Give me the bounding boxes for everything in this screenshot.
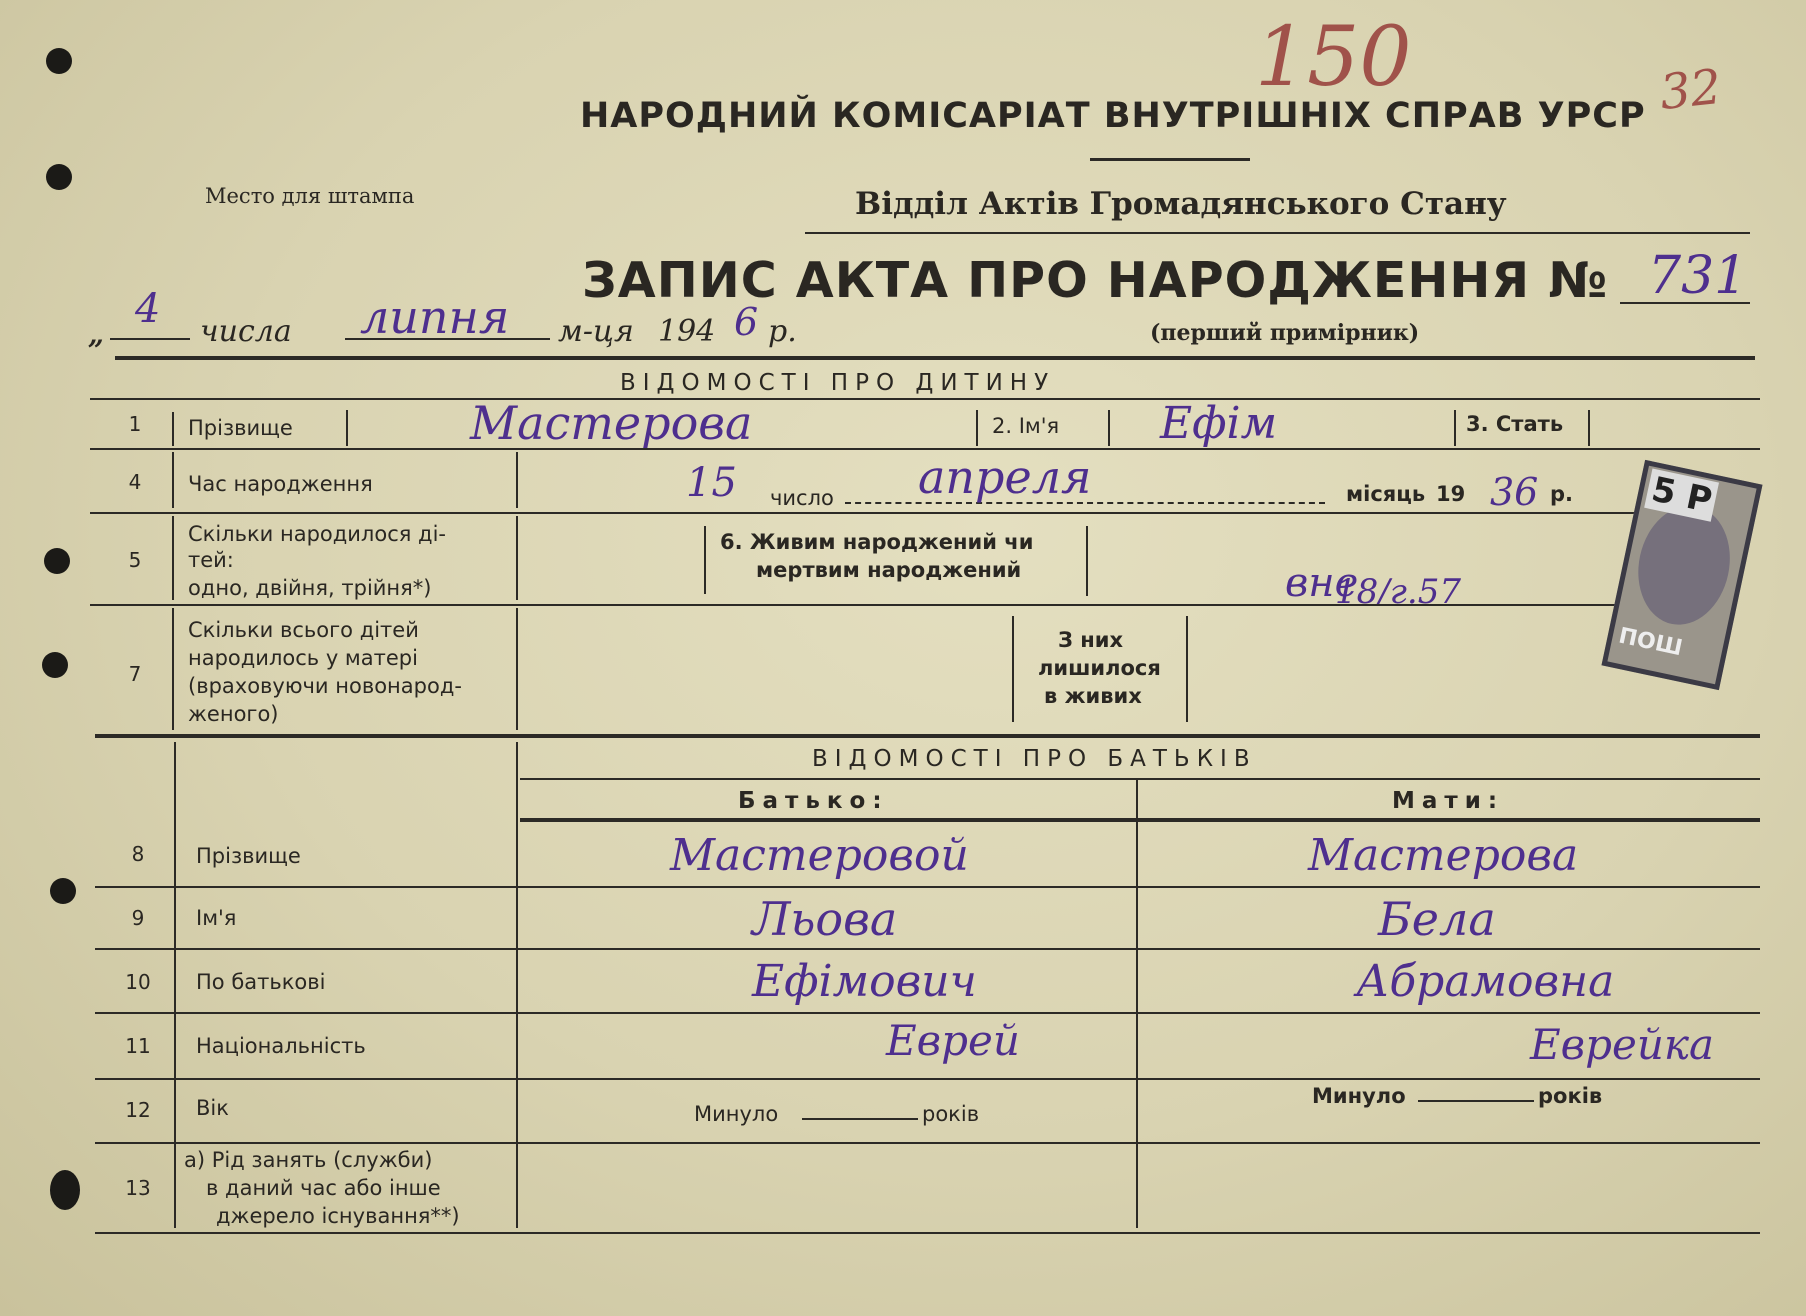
- mother-nationality-value: Еврейка: [1530, 1020, 1715, 1069]
- row12-rule: [95, 1142, 1760, 1144]
- alive-cell-divider: [704, 526, 706, 594]
- stamp-place-label: Место для штампа: [205, 184, 415, 208]
- father-age-prefix: Минуло: [694, 1102, 779, 1126]
- row4-rule: [90, 512, 1670, 514]
- parent-row-label: Прізвище: [196, 844, 301, 868]
- note-line-2: 18/г.57: [1335, 572, 1461, 612]
- binder-hole-2: [46, 164, 72, 190]
- alive-value-divider: [1086, 526, 1088, 596]
- parent-row-number: 10: [125, 970, 151, 994]
- father-header: Батько:: [738, 788, 889, 814]
- count-value-divider: [516, 516, 518, 600]
- count-row-divider: [172, 516, 174, 600]
- date-rule: [115, 356, 1755, 360]
- age-row-number: 12: [125, 1098, 151, 1122]
- survived-label-3: в живих: [1044, 684, 1142, 708]
- count-label-1: Скільки народилося ді-: [188, 522, 446, 546]
- name-cell-divider: [976, 410, 978, 446]
- birth-month-value: апреля: [918, 450, 1092, 504]
- count-label-2: тей:: [188, 548, 234, 572]
- count-row-number: 5: [128, 548, 142, 572]
- stamp-word: ПОШ: [1616, 623, 1685, 662]
- mother-patronymic-value: Абрамовна: [1356, 956, 1615, 1007]
- survived-label-1: З них: [1058, 628, 1123, 652]
- date-day-word: числа: [200, 314, 292, 349]
- total-row-divider: [172, 608, 174, 730]
- father-nationality-value: Еврей: [886, 1016, 1020, 1065]
- binder-hole-1: [46, 48, 72, 74]
- stamp-value: 5 Р: [1644, 469, 1719, 522]
- date-year-suffix: р.: [768, 314, 797, 349]
- copy-note: (перший примірник): [1150, 320, 1420, 346]
- ministry-title: НАРОДНИЙ КОМІСАРІАТ ВНУТРІШНІХ СПРАВ УРСР: [580, 96, 1646, 136]
- row5-rule: [90, 604, 1650, 606]
- parent-row-number: 8: [131, 842, 145, 866]
- mother-age-suffix: років: [1538, 1084, 1603, 1108]
- occupation-label-2: в даний час або інше: [206, 1176, 441, 1200]
- parents-mid-divider: [1136, 780, 1138, 1228]
- sex-value-divider: [1588, 410, 1590, 446]
- mother-name-value: Бела: [1378, 892, 1496, 946]
- total-label-4: женого): [188, 702, 279, 726]
- birth-day-word: число: [770, 486, 834, 510]
- alive-label-1: 6. Живим народжений чи: [720, 530, 1034, 554]
- binder-hole-3: [44, 548, 70, 574]
- mother-header: Мати:: [1392, 788, 1505, 814]
- child-surname-label: Прізвище: [188, 416, 293, 440]
- parents-section-title: ВІДОМОСТІ ПРО БАТЬКІВ: [812, 746, 1257, 772]
- total-label-1: Скільки всього дітей: [188, 618, 419, 642]
- parent-row-label: По батькові: [196, 970, 326, 994]
- header-divider: [1090, 158, 1250, 161]
- survived-value-divider: [1186, 616, 1188, 722]
- mother-age-prefix: Минуло: [1312, 1084, 1406, 1108]
- page-number: 32: [1657, 58, 1724, 122]
- survived-cell-divider: [1012, 616, 1014, 722]
- department-underline: [805, 232, 1750, 234]
- row10-rule: [95, 1012, 1760, 1014]
- binder-hole-4: [42, 652, 68, 678]
- date-open-quote: „: [88, 318, 105, 351]
- birth-year-value: 36: [1490, 470, 1539, 514]
- parents-num-divider: [174, 742, 176, 1228]
- binder-hole-6: [50, 1170, 80, 1210]
- child-name-value: Ефім: [1160, 398, 1278, 449]
- parent-row-number: 9: [131, 906, 145, 930]
- father-surname-value: Мастеровой: [670, 830, 969, 881]
- date-day-underline: [110, 338, 190, 340]
- father-age-underline: [802, 1118, 918, 1120]
- record-number-underline: [1620, 302, 1750, 304]
- age-label: Вік: [196, 1096, 229, 1120]
- father-patronymic-value: Ефімович: [752, 956, 977, 1007]
- binder-hole-5: [50, 878, 76, 904]
- parent-row-number: 11: [125, 1034, 151, 1058]
- revenue-stamp: [1601, 460, 1762, 690]
- total-label-2: народилось у матері: [188, 646, 418, 670]
- date-month: липня: [360, 290, 510, 344]
- surname-value-divider: [346, 410, 348, 446]
- surname-row-divider: [172, 412, 174, 446]
- birth-year-prefix: 19: [1436, 482, 1466, 506]
- note-line-1: вне: [1285, 560, 1359, 606]
- sex-cell-divider: [1454, 410, 1456, 446]
- survived-label-2: лишилося: [1038, 656, 1161, 680]
- birth-month-word: місяць: [1346, 482, 1426, 506]
- record-number: 731: [1648, 246, 1748, 306]
- child-top-rule: [90, 398, 1760, 400]
- birth-row-divider: [172, 452, 174, 508]
- date-year-prefix: 194: [658, 314, 716, 349]
- department-title: Відділ Актів Громадянського Стану: [855, 186, 1507, 222]
- count-label-3: одно, двійня, трійня*): [188, 576, 432, 600]
- name-value-divider: [1108, 410, 1110, 446]
- record-title: ЗАПИС АКТА ПРО НАРОДЖЕННЯ №: [582, 252, 1609, 309]
- surname-row-number: 1: [128, 412, 142, 436]
- parents-label-divider: [516, 742, 518, 1228]
- birth-day-value: 15: [686, 460, 737, 506]
- date-year-digit: 6: [734, 300, 759, 344]
- alive-label-2: мертвим народжений: [756, 558, 1022, 582]
- stamp-emblem: [1628, 497, 1741, 633]
- child-name-label: 2. Ім'я: [992, 414, 1060, 438]
- child-sex-label: 3. Стать: [1466, 412, 1564, 436]
- birth-value-divider: [516, 452, 518, 508]
- child-surname-value: Мастерова: [470, 396, 753, 450]
- row9-rule: [95, 948, 1760, 950]
- date-day: 4: [135, 286, 161, 332]
- occupation-label-3: джерело існування**): [216, 1204, 460, 1228]
- total-value-divider: [516, 608, 518, 730]
- row8-rule: [95, 886, 1760, 888]
- mother-age-underline: [1418, 1100, 1534, 1102]
- parent-row-label: Ім'я: [196, 906, 237, 930]
- child-bottom-rule: [95, 734, 1760, 738]
- date-month-word: м-ця: [558, 314, 634, 349]
- archive-number: 150: [1255, 10, 1412, 105]
- parents-title-rule: [520, 778, 1760, 780]
- father-age-suffix: років: [922, 1102, 980, 1126]
- birth-row-number: 4: [128, 470, 142, 494]
- child-section-title: ВІДОМОСТІ ПРО ДИТИНУ: [620, 370, 1056, 396]
- birth-time-label: Час народження: [188, 472, 373, 496]
- total-label-3: (враховуючи новонарод-: [188, 674, 462, 698]
- father-name-value: Льова: [752, 892, 898, 946]
- parent-row-label: Національність: [196, 1034, 366, 1058]
- total-row-number: 7: [128, 662, 142, 686]
- row13-rule: [95, 1232, 1760, 1234]
- mother-surname-value: Мастерова: [1308, 830, 1579, 881]
- date-month-underline: [345, 338, 550, 340]
- occupation-row-number: 13: [125, 1176, 151, 1200]
- birth-year-suffix: р.: [1550, 482, 1574, 506]
- row11-rule: [95, 1078, 1760, 1080]
- occupation-label-1: а) Рід занять (служби): [184, 1148, 433, 1172]
- parents-header-rule: [520, 818, 1760, 822]
